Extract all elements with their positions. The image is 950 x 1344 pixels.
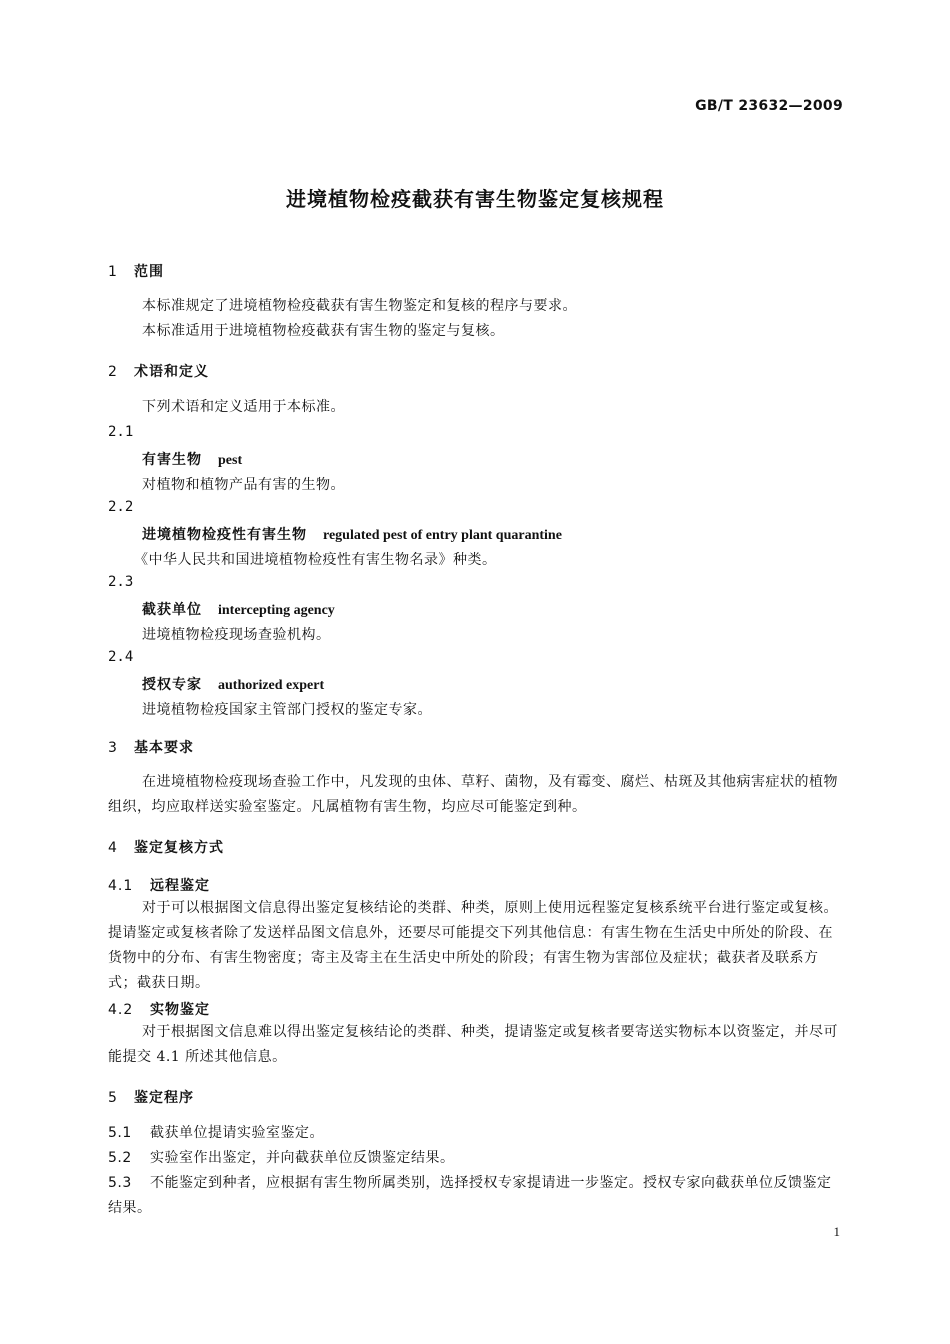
term-entry: 进境植物检疫性有害生物 regulated pest of entry plant quarantine <box>142 527 562 543</box>
term-entry: 有害生物 pest <box>142 452 243 468</box>
term-number: 2.1 <box>108 424 134 440</box>
page-number: 1 <box>833 1224 840 1239</box>
section-2-intro: 下列术语和定义适用于本标准。 <box>142 399 345 415</box>
standard-number: GB/T 23632—2009 <box>695 98 843 114</box>
term-definition: 进境植物检疫现场查验机构。 <box>142 627 331 643</box>
term-definition: 进境植物检疫国家主管部门授权的鉴定专家。 <box>142 702 432 718</box>
procedure-step: 5.2 实验室作出鉴定，并向截获单位反馈鉴定结果。 <box>108 1150 455 1166</box>
section-1-paragraph-1: 本标准规定了进境植物检疫截获有害生物鉴定和复核的程序与要求。 <box>142 298 577 314</box>
term-definition: 《中华人民共和国进境植物检疫性有害生物名录》种类。 <box>134 552 497 568</box>
term-number: 2.4 <box>108 649 134 665</box>
procedure-step: 5.1 截获单位提请实验室鉴定。 <box>108 1125 324 1141</box>
section-3-paragraph: 在进境植物检疫现场查验工作中，凡发现的虫体、草籽、菌物，及有霉变、腐烂、枯斑及其他病害症状的植物组织，均应取样送实验室鉴定。凡属植物有害生物，均应尽可能鉴定到种。 <box>108 774 838 815</box>
procedure-step: 5.3 不能鉴定到种者，应根据有害生物所属类别，选择授权专家提请进一步鉴定。授权专家向截获单位反馈鉴定结果。 <box>108 1175 832 1216</box>
subsection-heading-4-1: 4.1 远程鉴定 <box>108 878 210 894</box>
term-definition: 对植物和植物产品有害的生物。 <box>142 477 345 493</box>
subsection-4-1-paragraph: 对于可以根据图文信息得出鉴定复核结论的类群、种类，原则上使用远程鉴定复核系统平台进行鉴定或复核。提请鉴定或复核者除了发送样品图文信息外，还要尽可能提交下列其他信息：有害生物在生活史中所处的阶段、在货物中的分布、有害生物密度；寄主及寄主在生活史中所处的阶段；有害生物为害部位及症状；截获者及联系方式；截获日期。 <box>108 900 838 991</box>
term-number: 2.2 <box>108 499 134 515</box>
term-entry: 授权专家 authorized expert <box>142 677 325 693</box>
section-heading-3: 3 基本要求 <box>108 740 194 756</box>
section-heading-1: 1 范围 <box>108 264 164 280</box>
section-heading-4: 4 鉴定复核方式 <box>108 840 224 856</box>
section-heading-5: 5 鉴定程序 <box>108 1090 194 1106</box>
term-number: 2.3 <box>108 574 134 590</box>
subsection-4-2-paragraph: 对于根据图文信息难以得出鉴定复核结论的类群、种类，提请鉴定或复核者要寄送实物标本以资鉴定，并尽可能提交 4.1 所述其他信息。 <box>108 1024 838 1065</box>
document-title: 进境植物检疫截获有害生物鉴定复核规程 <box>286 187 664 211</box>
subsection-heading-4-2: 4.2 实物鉴定 <box>108 1002 210 1018</box>
section-1-paragraph-2: 本标准适用于进境植物检疫截获有害生物的鉴定与复核。 <box>142 323 505 339</box>
section-heading-2: 2 术语和定义 <box>108 364 209 380</box>
term-entry: 截获单位 intercepting agency <box>142 602 335 618</box>
